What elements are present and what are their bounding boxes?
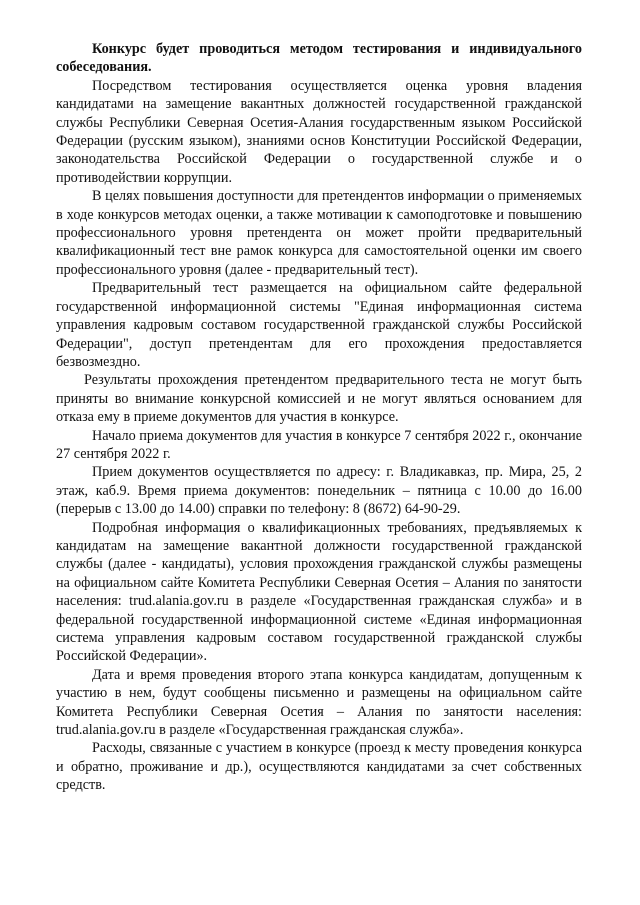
paragraph-detailed-info: Подробная информация о квалификационных требованиях, предъявляемых к кандидатам на замещение вакантной должности государственной гражданской службы (далее - кандидаты), условия прохождения гражданской службы размещены на официальном сайте Комитета Республики Северная Осетия – Алания по занятости населения: trud.alania.gov.ru в разделе «Государственная гражданская служба» и в федеральной государственной информационной системе «Единая информационная система управления кадровым составом государственной гражданской службы Российской Федерации». xyxy=(56,519,582,665)
paragraph-preliminary-test: В целях повышения доступности для претендентов информации о применяемых в ходе конкурсов методах оценки, а также мотивации к самоподготовке и повышению профессионального уровня претендента он может пройти предварительный квалификационный тест вне рамок конкурса для самостоятельной оценки им своего профессионального уровня (далее - предварительный тест). xyxy=(56,188,582,278)
document-page xyxy=(56,40,582,795)
paragraph-testing-scope: Посредством тестирования осуществляется оценка уровня владения кандидатами на замещение вакантных должностей государственной гражданской службы Республики Северная Осетия-Алания государственным языком Российской Федерации (русским языком), знаниями основ Конституции Российской Федерации, законодательства Российской Федерации о государственной службе и о противодействии коррупции. xyxy=(56,77,582,186)
paragraph-second-stage: Дата и время проведения второго этапа конкурса кандидатам, допущенным к участию в нем, будут сообщены письменно и размещены на официальном сайте Комитета Республики Северная Осетия – Алания по занятости населения: trud.alania.gov.ru в разделе «Государственная гражданская служба». xyxy=(56,666,582,739)
paragraph-test-location: Предварительный тест размещается на официальном сайте федеральной государственной информационной системы "Единая информационная система управления кадровым составом государственной гражданской службы Российской Федерации", доступ претендентам для его прохождения предоставляется безвозмездно. xyxy=(56,280,582,370)
paragraph-submission-address: Прием документов осуществляется по адресу: г. Владикавказ, пр. Мира, 25, 2 этаж, каб.9. Время приема документов: понедельник – пятница с 10.00 до 16.00 (перерыв с 13.00 до 14.00) справки по телефону: 8 (8672) 64-90-29. xyxy=(56,464,582,518)
paragraph-expenses: Расходы, связанные с участием в конкурсе (проезд к месту проведения конкурса и обратно, проживание и др.), осуществляются кандидатами за счет собственных средств. xyxy=(56,740,582,794)
paragraph-test-results: Результаты прохождения претендентом предварительного теста не могут быть приняты во внимание конкурсной комиссией и не могут являться основанием для отказа ему в приеме документов для участия в конкурсе. xyxy=(56,372,582,426)
paragraph-testing-method: Конкурс будет проводиться методом тестирования и индивидуального собеседования. xyxy=(56,41,582,76)
paragraph-submission-dates: Начало приема документов для участия в конкурсе 7 сентября 2022 г., окончание 27 сентября 2022 г. xyxy=(56,427,582,462)
